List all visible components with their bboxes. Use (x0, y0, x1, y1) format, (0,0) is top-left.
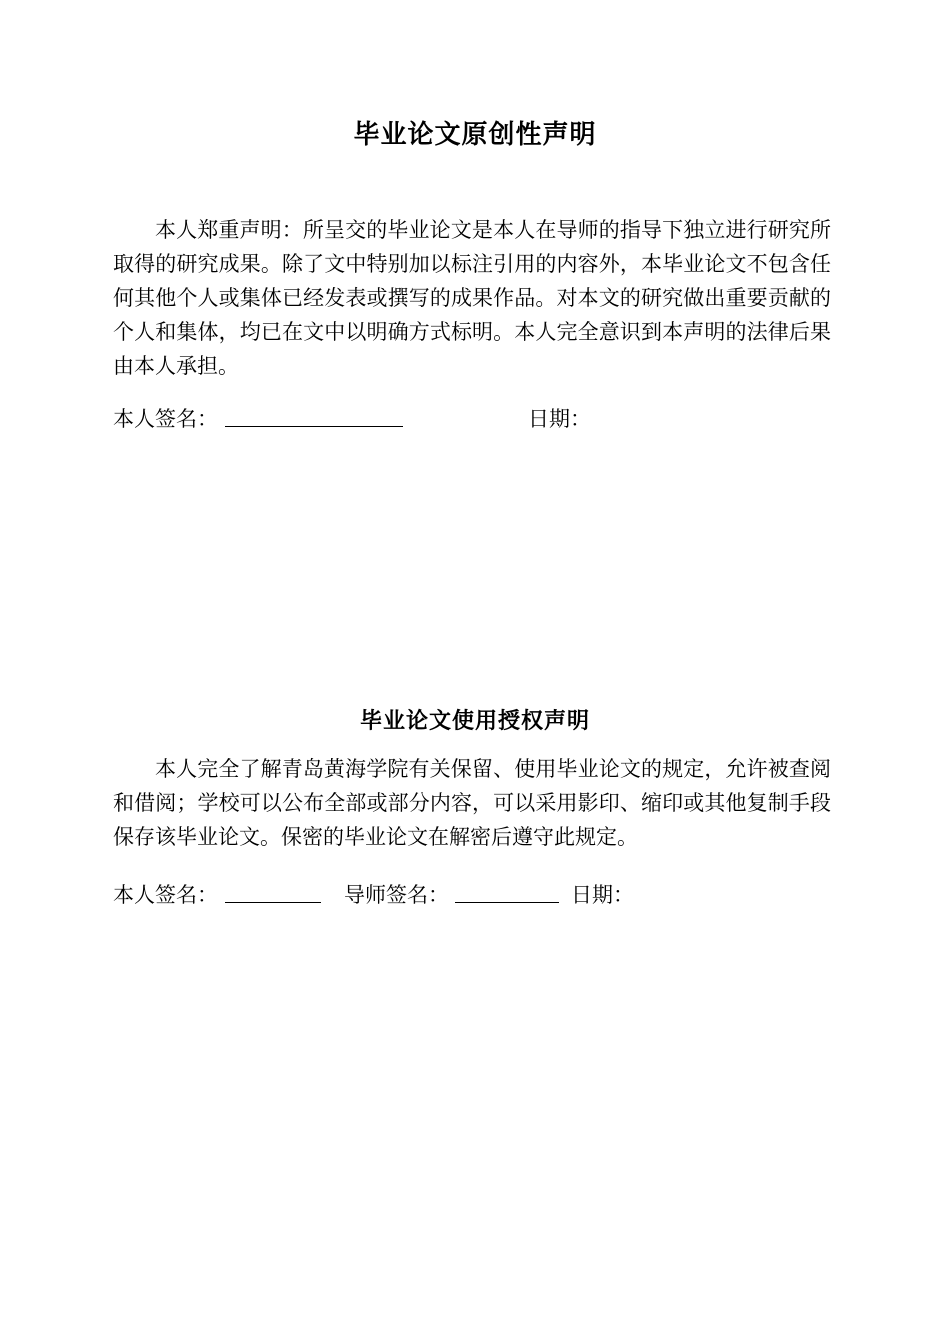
advisor-signature-blank (455, 880, 559, 903)
originality-statement-body: 本人郑重声明：所呈交的毕业论文是本人在导师的指导下独立进行研究所取得的研究成果。除了文中特别加以标注引用的内容外，本毕业论文不包含任何其他个人或集体已经发表或撰写的成果作品。对本文的研究做出重要贡献的个人和集体，均已在文中以明确方式标明。本人完全意识到本声明的法律后果由本人承担。 (113, 218, 831, 378)
signature-label: 本人签名： (113, 883, 218, 907)
date-label: 日期： (571, 883, 634, 907)
date-label: 日期： (528, 407, 591, 431)
signature-blank (225, 880, 321, 903)
signature-blank (225, 404, 403, 427)
authorization-statement-body: 本人完全了解青岛黄海学院有关保留、使用毕业论文的规定，允许被查阅和借阅；学校可以公布全部或部分内容，可以采用影印、缩印或其他复制手段保存该毕业论文。保密的毕业论文在解密后遵守此规定。 (113, 757, 831, 849)
originality-statement-title: 毕业论文原创性声明 (353, 120, 597, 150)
advisor-signature-label: 导师签名： (344, 883, 449, 907)
signature-label: 本人签名： (113, 407, 218, 431)
authorization-statement-title: 毕业论文使用授权声明 (359, 709, 590, 734)
